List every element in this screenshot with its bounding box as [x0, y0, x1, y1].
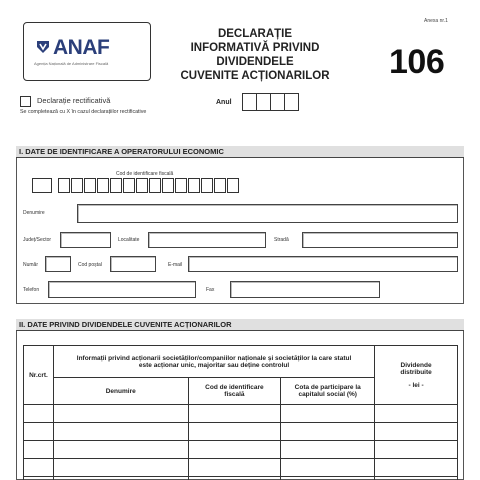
form-title	[155, 27, 355, 83]
cif-digit[interactable]	[71, 178, 83, 193]
fax-field[interactable]	[230, 281, 380, 298]
year-digit-1[interactable]	[242, 93, 257, 111]
email-field[interactable]	[188, 256, 458, 272]
cif-digit[interactable]	[227, 178, 239, 193]
table-cell[interactable]	[281, 423, 375, 441]
numar-field[interactable]	[45, 256, 71, 272]
table-cell[interactable]	[281, 441, 375, 459]
table-cell[interactable]	[375, 459, 458, 477]
logo-text: ANAF	[53, 36, 110, 59]
cif-digit[interactable]	[175, 178, 187, 193]
telefon-field[interactable]	[48, 281, 196, 298]
cif-digit[interactable]	[214, 178, 226, 193]
denumire-field[interactable]	[77, 204, 458, 223]
info-header: Informații privind acționarii societăților/companiilor naționale și societăților la care statul este acționar unic, majoritar sau deține controlul	[53, 346, 374, 378]
cif-digit[interactable]	[84, 178, 96, 193]
title-line-2: INFORMATIVĂ PRIVIND DIVIDENDELE	[190, 42, 320, 68]
anaf-shield-icon	[35, 39, 51, 55]
table-cell[interactable]	[281, 459, 375, 477]
table-cell[interactable]	[188, 459, 281, 477]
section-1-title: I. DATE DE IDENTIFICARE A OPERATORULUI ECONOMIC	[16, 146, 464, 158]
judet-field[interactable]	[60, 232, 111, 248]
title-line-3: CUVENITE ACȚIONARILOR	[180, 70, 330, 82]
table-cell[interactable]	[375, 423, 458, 441]
table-cell[interactable]	[53, 459, 188, 477]
cif-digit[interactable]	[123, 178, 135, 193]
table-cell[interactable]	[24, 477, 54, 480]
anaf-logo	[23, 22, 151, 81]
table-row	[24, 459, 458, 477]
section-2-title: II. DATE PRIVIND DIVIDENDELE CUVENITE ACȚIONARILOR	[16, 319, 464, 331]
cota-col-header: Cota de participare la capitalul social (%)	[281, 378, 375, 405]
cod-postal-field[interactable]	[110, 256, 156, 272]
form-number: 106	[389, 43, 445, 81]
dividends-label: Dividende distribuite	[400, 361, 432, 376]
cif-label: Cod de identificare fiscală	[116, 171, 174, 177]
table-cell[interactable]	[281, 477, 375, 480]
localitate-field[interactable]	[148, 232, 266, 248]
telefon-label: Telefon	[23, 287, 40, 293]
cif-prefix-box[interactable]	[32, 178, 52, 193]
rectificativa-checkbox[interactable]	[20, 96, 31, 107]
cif-digit[interactable]	[201, 178, 213, 193]
cif-digit[interactable]	[162, 178, 174, 193]
table-cell[interactable]	[375, 441, 458, 459]
fax-label: Fax	[206, 287, 215, 293]
table-cell[interactable]	[53, 405, 188, 423]
cif-digit[interactable]	[110, 178, 122, 193]
logo-subtitle: Agenția Națională de Administrare Fiscală	[34, 61, 109, 66]
cif-digit[interactable]	[149, 178, 161, 193]
dividends-header	[375, 346, 458, 405]
title-line-1: DECLARAȚIE	[217, 28, 293, 40]
numar-label: Număr	[23, 262, 39, 268]
denumire-label: Denumire	[23, 210, 45, 216]
table-row	[24, 405, 458, 423]
table-cell[interactable]	[375, 405, 458, 423]
rectificativa-note: Se completează cu X în cazul declarațiilor rectificative	[20, 109, 147, 115]
dividends-table	[23, 345, 458, 480]
cod-postal-label: Cod poștal	[78, 262, 102, 268]
table-cell[interactable]	[53, 423, 188, 441]
judet-label: Județ/Sector	[23, 237, 52, 243]
year-digit-4[interactable]	[284, 93, 299, 111]
year-label: Anul	[216, 99, 232, 106]
table-cell[interactable]	[281, 405, 375, 423]
table-row	[24, 477, 458, 480]
cif-col-header: Cod de identificare fiscală	[188, 378, 281, 405]
cif-digit[interactable]	[188, 178, 200, 193]
table-cell[interactable]	[24, 423, 54, 441]
annex-label: Anexa nr.1	[424, 18, 448, 24]
year-digit-3[interactable]	[270, 93, 285, 111]
nrcrt-header: Nr.crt.	[24, 346, 54, 405]
table-cell[interactable]	[188, 477, 281, 480]
strada-field[interactable]	[302, 232, 458, 248]
table-cell[interactable]	[188, 405, 281, 423]
email-label: E-mail	[168, 262, 183, 268]
table-cell[interactable]	[53, 441, 188, 459]
rectificativa-label: Declarație rectificativă	[37, 96, 111, 105]
cif-digit[interactable]	[58, 178, 70, 193]
denumire-col-header: Denumire	[53, 378, 188, 405]
year-digit-2[interactable]	[256, 93, 271, 111]
table-cell[interactable]	[24, 405, 54, 423]
strada-label: Stradă	[274, 237, 289, 243]
table-cell[interactable]	[53, 477, 188, 480]
table-cell[interactable]	[188, 423, 281, 441]
lei-label: - lei -	[408, 381, 424, 389]
table-row	[24, 423, 458, 441]
localitate-label: Localitate	[118, 237, 140, 243]
cif-digit[interactable]	[136, 178, 148, 193]
table-cell[interactable]	[24, 441, 54, 459]
table-cell[interactable]	[24, 459, 54, 477]
cif-digit[interactable]	[97, 178, 109, 193]
table-cell[interactable]	[375, 477, 458, 480]
table-cell[interactable]	[188, 441, 281, 459]
table-row	[24, 441, 458, 459]
